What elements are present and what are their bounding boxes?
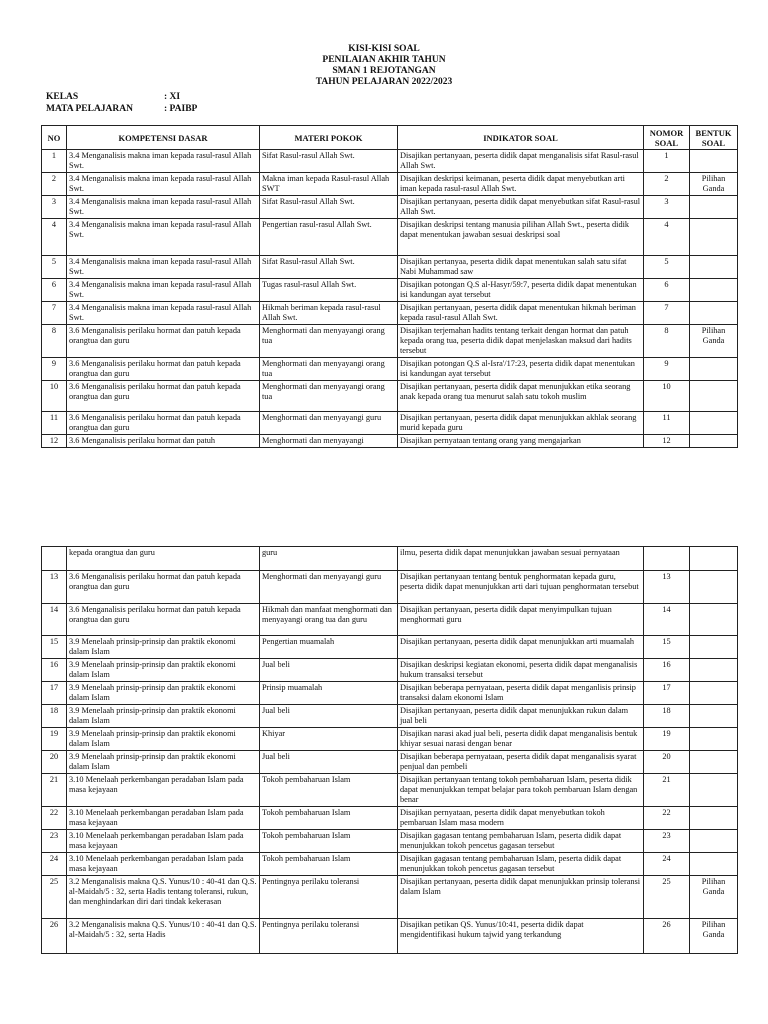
- col-header-indikator: INDIKATOR SOAL: [398, 126, 644, 150]
- kisi-table-page2: [41, 546, 738, 954]
- materi-pokok: Jual beli: [260, 659, 398, 682]
- indikator-soal: Disajikan pernyataan tentang orang yang mengajarkan: [398, 435, 644, 448]
- table-row: [42, 659, 738, 682]
- kompetensi-dasar: 3.4 Menganalisis makna iman kepada rasul-rasul Allah Swt.: [67, 256, 260, 279]
- kompetensi-dasar: 3.2 Menganalisis makna Q.S. Yunus/10 : 40-41 dan Q.S. al-Maidah/5 : 32, serta Hadis tentang toleransi, rukun, dan menghindarkan diri dari tindak kekerasan: [67, 876, 260, 919]
- bentuk-soal: Pilihan Ganda: [690, 919, 738, 954]
- bentuk-soal: [690, 728, 738, 751]
- table-row: [42, 279, 738, 302]
- materi-pokok: guru: [260, 547, 398, 571]
- table-row: [42, 636, 738, 659]
- materi-pokok: Menghormati dan menyayangi orang tua: [260, 358, 398, 381]
- materi-pokok: Khiyar: [260, 728, 398, 751]
- kompetensi-dasar: 3.6 Menganalisis perilaku hormat dan patuh kepada orangtua dan guru: [67, 325, 260, 358]
- doc-title: KISI-KISI SOAL: [348, 44, 420, 54]
- table-row: [42, 853, 738, 876]
- kompetensi-dasar: 3.6 Menganalisis perilaku hormat dan patuh kepada orangtua dan guru: [67, 571, 260, 604]
- row-number: 25: [42, 876, 67, 919]
- kompetensi-dasar: 3.2 Menganalisis makna Q.S. Yunus/10 : 40-41 dan Q.S. al-Maidah/5 : 32, serta Hadis: [67, 919, 260, 954]
- row-number: 11: [42, 412, 67, 435]
- table-row: [42, 325, 738, 358]
- col-header-materi: MATERI POKOK: [260, 126, 398, 150]
- table-row: [42, 358, 738, 381]
- row-number: 21: [42, 774, 67, 807]
- bentuk-soal: [690, 604, 738, 636]
- table-row: [42, 774, 738, 807]
- row-number: [42, 547, 67, 571]
- kompetensi-dasar: 3.6 Menganalisis perilaku hormat dan patuh: [67, 435, 260, 448]
- materi-pokok: Sifat Rasul-rasul Allah Swt.: [260, 150, 398, 173]
- bentuk-soal: [690, 279, 738, 302]
- bentuk-soal: [690, 435, 738, 448]
- row-number: 1: [42, 150, 67, 173]
- bentuk-soal: [690, 774, 738, 807]
- materi-pokok: Pentingnya perilaku toleransi: [260, 919, 398, 954]
- materi-pokok: Tokoh pembaharuan Islam: [260, 853, 398, 876]
- row-number: 16: [42, 659, 67, 682]
- bentuk-soal: [690, 302, 738, 325]
- nomor-soal: 20: [644, 751, 690, 774]
- kompetensi-dasar: 3.4 Menganalisis makna iman kepada rasul-rasul Allah Swt.: [67, 302, 260, 325]
- row-number: 2: [42, 173, 67, 196]
- kompetensi-dasar: 3.9 Menelaah prinsip-prinsip dan praktik ekonomi dalam Islam: [67, 682, 260, 705]
- materi-pokok: Menghormati dan menyayangi: [260, 435, 398, 448]
- kelas-label: KELAS: [46, 92, 79, 102]
- bentuk-soal: [690, 751, 738, 774]
- table-row: [42, 751, 738, 774]
- kompetensi-dasar: 3.4 Menganalisis makna iman kepada rasul-rasul Allah Swt.: [67, 196, 260, 219]
- indikator-soal: Disajikan deskripsi kegiatan ekonomi, peserta didik dapat menganalisis hukum transaksi tersebut: [398, 659, 644, 682]
- materi-pokok: Jual beli: [260, 705, 398, 728]
- materi-pokok: Hikmah dan manfaat menghormati dan menyayangi orang tua dan guru: [260, 604, 398, 636]
- row-number: 26: [42, 919, 67, 954]
- materi-pokok: Sifat Rasul-rasul Allah Swt.: [260, 196, 398, 219]
- bentuk-soal: [690, 705, 738, 728]
- table-row: [42, 571, 738, 604]
- row-number: 20: [42, 751, 67, 774]
- nomor-soal: 5: [644, 256, 690, 279]
- kompetensi-dasar: 3.10 Menelaah perkembangan peradaban Islam pada masa kejayaan: [67, 807, 260, 830]
- indikator-soal: Disajikan pertanyaan, peserta didik dapat menentukan hikmah beriman kepada rasul-rasul Allah Swt.: [398, 302, 644, 325]
- bentuk-soal: [690, 150, 738, 173]
- nomor-soal: 23: [644, 830, 690, 853]
- nomor-soal: 1: [644, 150, 690, 173]
- kompetensi-dasar: 3.9 Menelaah prinsip-prinsip dan praktik ekonomi dalam Islam: [67, 728, 260, 751]
- nomor-soal: 10: [644, 381, 690, 412]
- nomor-soal: 9: [644, 358, 690, 381]
- materi-pokok: Tokoh pembaharuan Islam: [260, 807, 398, 830]
- academic-year: TAHUN PELAJARAN 2022/2023: [315, 77, 453, 87]
- indikator-soal: Disajikan beberapa pernyataan, peserta didik dapat menganalisis syarat penjual dan pembeli: [398, 751, 644, 774]
- row-number: 17: [42, 682, 67, 705]
- kompetensi-dasar: 3.4 Menganalisis makna iman kepada rasul-rasul Allah Swt.: [67, 173, 260, 196]
- bentuk-soal: Pilihan Ganda: [690, 876, 738, 919]
- table-row: [42, 728, 738, 751]
- nomor-soal: 2: [644, 173, 690, 196]
- kompetensi-dasar: 3.9 Menelaah prinsip-prinsip dan praktik ekonomi dalam Islam: [67, 705, 260, 728]
- row-number: 13: [42, 571, 67, 604]
- table-row: [42, 412, 738, 435]
- bentuk-soal: [690, 830, 738, 853]
- nomor-soal: 15: [644, 636, 690, 659]
- mapel-value: : PAIBP: [164, 104, 198, 114]
- nomor-soal: 6: [644, 279, 690, 302]
- indikator-soal: Disajikan deskripsi tentang manusia pilihan Allah Swt., peserta didik dapat menentukan jawaban sesuai deskripsi soal: [398, 219, 644, 256]
- row-number: 12: [42, 435, 67, 448]
- indikator-soal: Disajikan pertanyaa, peserta didik dapat menentukan salah satu sifat Nabi Muhammad saw: [398, 256, 644, 279]
- table-row: [42, 150, 738, 173]
- nomor-soal: 14: [644, 604, 690, 636]
- indikator-soal: Disajikan pertanyaan, peserta didik dapat menyebutkan sifat Rasul-rasul Allah Swt.: [398, 196, 644, 219]
- kompetensi-dasar: 3.9 Menelaah prinsip-prinsip dan praktik ekonomi dalam Islam: [67, 751, 260, 774]
- doc-subtitle: PENILAIAN AKHIR TAHUN: [322, 55, 446, 65]
- table-row: [42, 919, 738, 954]
- nomor-soal: 3: [644, 196, 690, 219]
- nomor-soal: 4: [644, 219, 690, 256]
- row-number: 22: [42, 807, 67, 830]
- nomor-soal: [644, 547, 690, 571]
- mapel-line: [46, 104, 197, 114]
- indikator-soal: ilmu, peserta didik dapat menunjukkan jawaban sesuai pernyataan: [398, 547, 644, 571]
- bentuk-soal: [690, 412, 738, 435]
- table-row: [42, 219, 738, 256]
- table-row: [42, 830, 738, 853]
- indikator-soal: Disajikan petikan QS. Yunus/10:41, peserta didik dapat mengidentifikasi hukum tajwid yang terkandung: [398, 919, 644, 954]
- indikator-soal: Disajikan potongan Q.S al-Hasyr/59:7, peserta didik dapat menentukan isi kandungan ayat tersebut: [398, 279, 644, 302]
- materi-pokok: Menghormati dan menyayangi guru: [260, 571, 398, 604]
- indikator-soal: Disajikan pertanyaan tentang bentuk penghormatan kepada guru, peserta didik dapat menunjukkan arti dari tujuan penghormatan tersebut: [398, 571, 644, 604]
- bentuk-soal: [690, 571, 738, 604]
- table-row: [42, 435, 738, 448]
- nomor-soal: 13: [644, 571, 690, 604]
- materi-pokok: Sifat Rasul-rasul Allah Swt.: [260, 256, 398, 279]
- bentuk-soal: [690, 196, 738, 219]
- col-header-no: NO: [42, 126, 67, 150]
- indikator-soal: Disajikan pertanyaan, peserta didik dapat menunjukkan prinsip toleransi dalam Islam: [398, 876, 644, 919]
- nomor-soal: 12: [644, 435, 690, 448]
- materi-pokok: Pentingnya perilaku toleransi: [260, 876, 398, 919]
- kompetensi-dasar: 3.6 Menganalisis perilaku hormat dan patuh kepada orangtua dan guru: [67, 412, 260, 435]
- materi-pokok: Menghormati dan menyayangi orang tua: [260, 325, 398, 358]
- materi-pokok: Hikmah beriman kepada rasul-rasul Allah Swt.: [260, 302, 398, 325]
- materi-pokok: Menghormati dan menyayangi guru: [260, 412, 398, 435]
- nomor-soal: 11: [644, 412, 690, 435]
- bentuk-soal: [690, 659, 738, 682]
- nomor-soal: 7: [644, 302, 690, 325]
- table-row: [42, 173, 738, 196]
- kompetensi-dasar: 3.6 Menganalisis perilaku hormat dan patuh kepada orangtua dan guru: [67, 358, 260, 381]
- row-number: 9: [42, 358, 67, 381]
- row-number: 24: [42, 853, 67, 876]
- indikator-soal: Disajikan pertanyaan tentang tokoh pembaharuan Islam, peserta didik dapat menunjukkan tempat belajar para tokoh pembaruan Islam dengan benar: [398, 774, 644, 807]
- row-number: 4: [42, 219, 67, 256]
- indikator-soal: Disajikan gagasan tentang pembaharuan Islam, peserta didik dapat menunjukkan tokoh pencetus gagasan tersebut: [398, 853, 644, 876]
- kompetensi-dasar: 3.9 Menelaah prinsip-prinsip dan praktik ekonomi dalam Islam: [67, 659, 260, 682]
- bentuk-soal: Pilihan Ganda: [690, 325, 738, 358]
- bentuk-soal: [690, 219, 738, 256]
- kisi-table-page1: [41, 125, 738, 448]
- materi-pokok: Prinsip muamalah: [260, 682, 398, 705]
- indikator-soal: Disajikan beberapa pernyataan, peserta didik dapat menganlisis prinsip transaksi dalam ekonomi Islam: [398, 682, 644, 705]
- kompetensi-dasar: 3.10 Menelaah perkembangan peradaban Islam pada masa kejayaan: [67, 853, 260, 876]
- materi-pokok: Menghormati dan menyayangi orang tua: [260, 381, 398, 412]
- row-number: 7: [42, 302, 67, 325]
- bentuk-soal: [690, 807, 738, 830]
- table-header-row: [42, 126, 738, 150]
- row-number: 23: [42, 830, 67, 853]
- indikator-soal: Disajikan pertanyaan, peserta didik dapat menyimpulkan tujuan menghormati guru: [398, 604, 644, 636]
- kelas-value: : XI: [164, 92, 181, 102]
- bentuk-soal: [690, 636, 738, 659]
- row-number: 14: [42, 604, 67, 636]
- kompetensi-dasar: 3.4 Menganalisis makna iman kepada rasul-rasul Allah Swt.: [67, 150, 260, 173]
- materi-pokok: Makna iman kepada Rasul-rasul Allah SWT: [260, 173, 398, 196]
- mapel-label: MATA PELAJARAN: [46, 104, 133, 114]
- kompetensi-dasar: 3.9 Menelaah prinsip-prinsip dan praktik ekonomi dalam Islam: [67, 636, 260, 659]
- table-row: [42, 256, 738, 279]
- row-number: 10: [42, 381, 67, 412]
- nomor-soal: 17: [644, 682, 690, 705]
- kompetensi-dasar: 3.6 Menganalisis perilaku hormat dan patuh kepada orangtua dan guru: [67, 604, 260, 636]
- table-row: [42, 547, 738, 571]
- bentuk-soal: [690, 547, 738, 571]
- bentuk-soal: [690, 682, 738, 705]
- kompetensi-dasar: 3.4 Menganalisis makna iman kepada rasul-rasul Allah Swt.: [67, 219, 260, 256]
- indikator-soal: Disajikan pertanyaan, peserta didik dapat menganalisis sifat Rasul-rasul Allah Swt.: [398, 150, 644, 173]
- nomor-soal: 18: [644, 705, 690, 728]
- bentuk-soal: Pilihan Ganda: [690, 173, 738, 196]
- school-name: SMAN 1 REJOTANGAN: [332, 66, 436, 76]
- indikator-soal: Disajikan potongan Q.S al-Isra'/17:23, peserta didik dapat menentukan isi kandungan ayat tersebut: [398, 358, 644, 381]
- materi-pokok: Pengertian muamalah: [260, 636, 398, 659]
- nomor-soal: 25: [644, 876, 690, 919]
- materi-pokok: Tokoh pembaharuan Islam: [260, 830, 398, 853]
- kelas-line: [46, 92, 180, 102]
- indikator-soal: Disajikan pernyataan, peserta didik dapat menyebutkan tokoh pembaruan Islam masa modern: [398, 807, 644, 830]
- table-row: [42, 196, 738, 219]
- row-number: 19: [42, 728, 67, 751]
- row-number: 5: [42, 256, 67, 279]
- col-header-kompetensi: KOMPETENSI DASAR: [67, 126, 260, 150]
- bentuk-soal: [690, 381, 738, 412]
- materi-pokok: Tugas rasul-rasul Allah Swt.: [260, 279, 398, 302]
- materi-pokok: Pengertian rasul-rasul Allah Swt.: [260, 219, 398, 256]
- row-number: 6: [42, 279, 67, 302]
- table-row: [42, 381, 738, 412]
- nomor-soal: 16: [644, 659, 690, 682]
- nomor-soal: 24: [644, 853, 690, 876]
- kompetensi-dasar: 3.10 Menelaah perkembangan peradaban Islam pada masa kejayaan: [67, 774, 260, 807]
- kompetensi-dasar: 3.4 Menganalisis makna iman kepada rasul-rasul Allah Swt.: [67, 279, 260, 302]
- materi-pokok: Tokoh pembaharuan Islam: [260, 774, 398, 807]
- materi-pokok: Jual beli: [260, 751, 398, 774]
- row-number: 18: [42, 705, 67, 728]
- table-row: [42, 682, 738, 705]
- bentuk-soal: [690, 256, 738, 279]
- indikator-soal: Disajikan narasi akad jual beli, peserta didik dapat menganalisis bentuk khiyar sesuai narasi dengan benar: [398, 728, 644, 751]
- table-row: [42, 705, 738, 728]
- indikator-soal: Disajikan pertanyaan, peserta didik dapat menunjukkan akhlak seorang murid kepada guru: [398, 412, 644, 435]
- kompetensi-dasar: 3.10 Menelaah perkembangan peradaban Islam pada masa kejayaan: [67, 830, 260, 853]
- indikator-soal: Disajikan gagasan tentang pembaharuan Islam, peserta didik dapat menunjukkan tokoh pencetus gagasan tersebut: [398, 830, 644, 853]
- table-row: [42, 876, 738, 919]
- indikator-soal: Disajikan pertanyaan, peserta didik dapat menunjukkan rukun dalam jual beli: [398, 705, 644, 728]
- row-number: 15: [42, 636, 67, 659]
- document-header: [0, 44, 768, 88]
- table-row: [42, 807, 738, 830]
- kompetensi-dasar: kepada orangtua dan guru: [67, 547, 260, 571]
- nomor-soal: 22: [644, 807, 690, 830]
- nomor-soal: 21: [644, 774, 690, 807]
- indikator-soal: Disajikan terjemahan hadits tentang terkait dengan hormat dan patuh kepada orang tua, peserta didik dapat menjelaskan maksud dari hadits tersebut: [398, 325, 644, 358]
- indikator-soal: Disajikan deskripsi keimanan, peserta didik dapat menyebutkan arti iman kepada rasul-rasul Allah Swt.: [398, 173, 644, 196]
- bentuk-soal: [690, 853, 738, 876]
- bentuk-soal: [690, 358, 738, 381]
- row-number: 8: [42, 325, 67, 358]
- kompetensi-dasar: 3.6 Menganalisis perilaku hormat dan patuh kepada orangtua dan guru: [67, 381, 260, 412]
- table-row: [42, 302, 738, 325]
- nomor-soal: 19: [644, 728, 690, 751]
- table-row: [42, 604, 738, 636]
- nomor-soal: 26: [644, 919, 690, 954]
- row-number: 3: [42, 196, 67, 219]
- nomor-soal: 8: [644, 325, 690, 358]
- col-header-bentuk: BENTUK SOAL: [690, 126, 738, 150]
- col-header-nomor: NOMOR SOAL: [644, 126, 690, 150]
- indikator-soal: Disajikan pertanyaan, peserta didik dapat menunjukkan etika seorang anak kepada orang tua menurut salah satu tokoh muslim: [398, 381, 644, 412]
- indikator-soal: Disajikan pertanyaan, peserta didik dapat menunjukkan arti muamalah: [398, 636, 644, 659]
